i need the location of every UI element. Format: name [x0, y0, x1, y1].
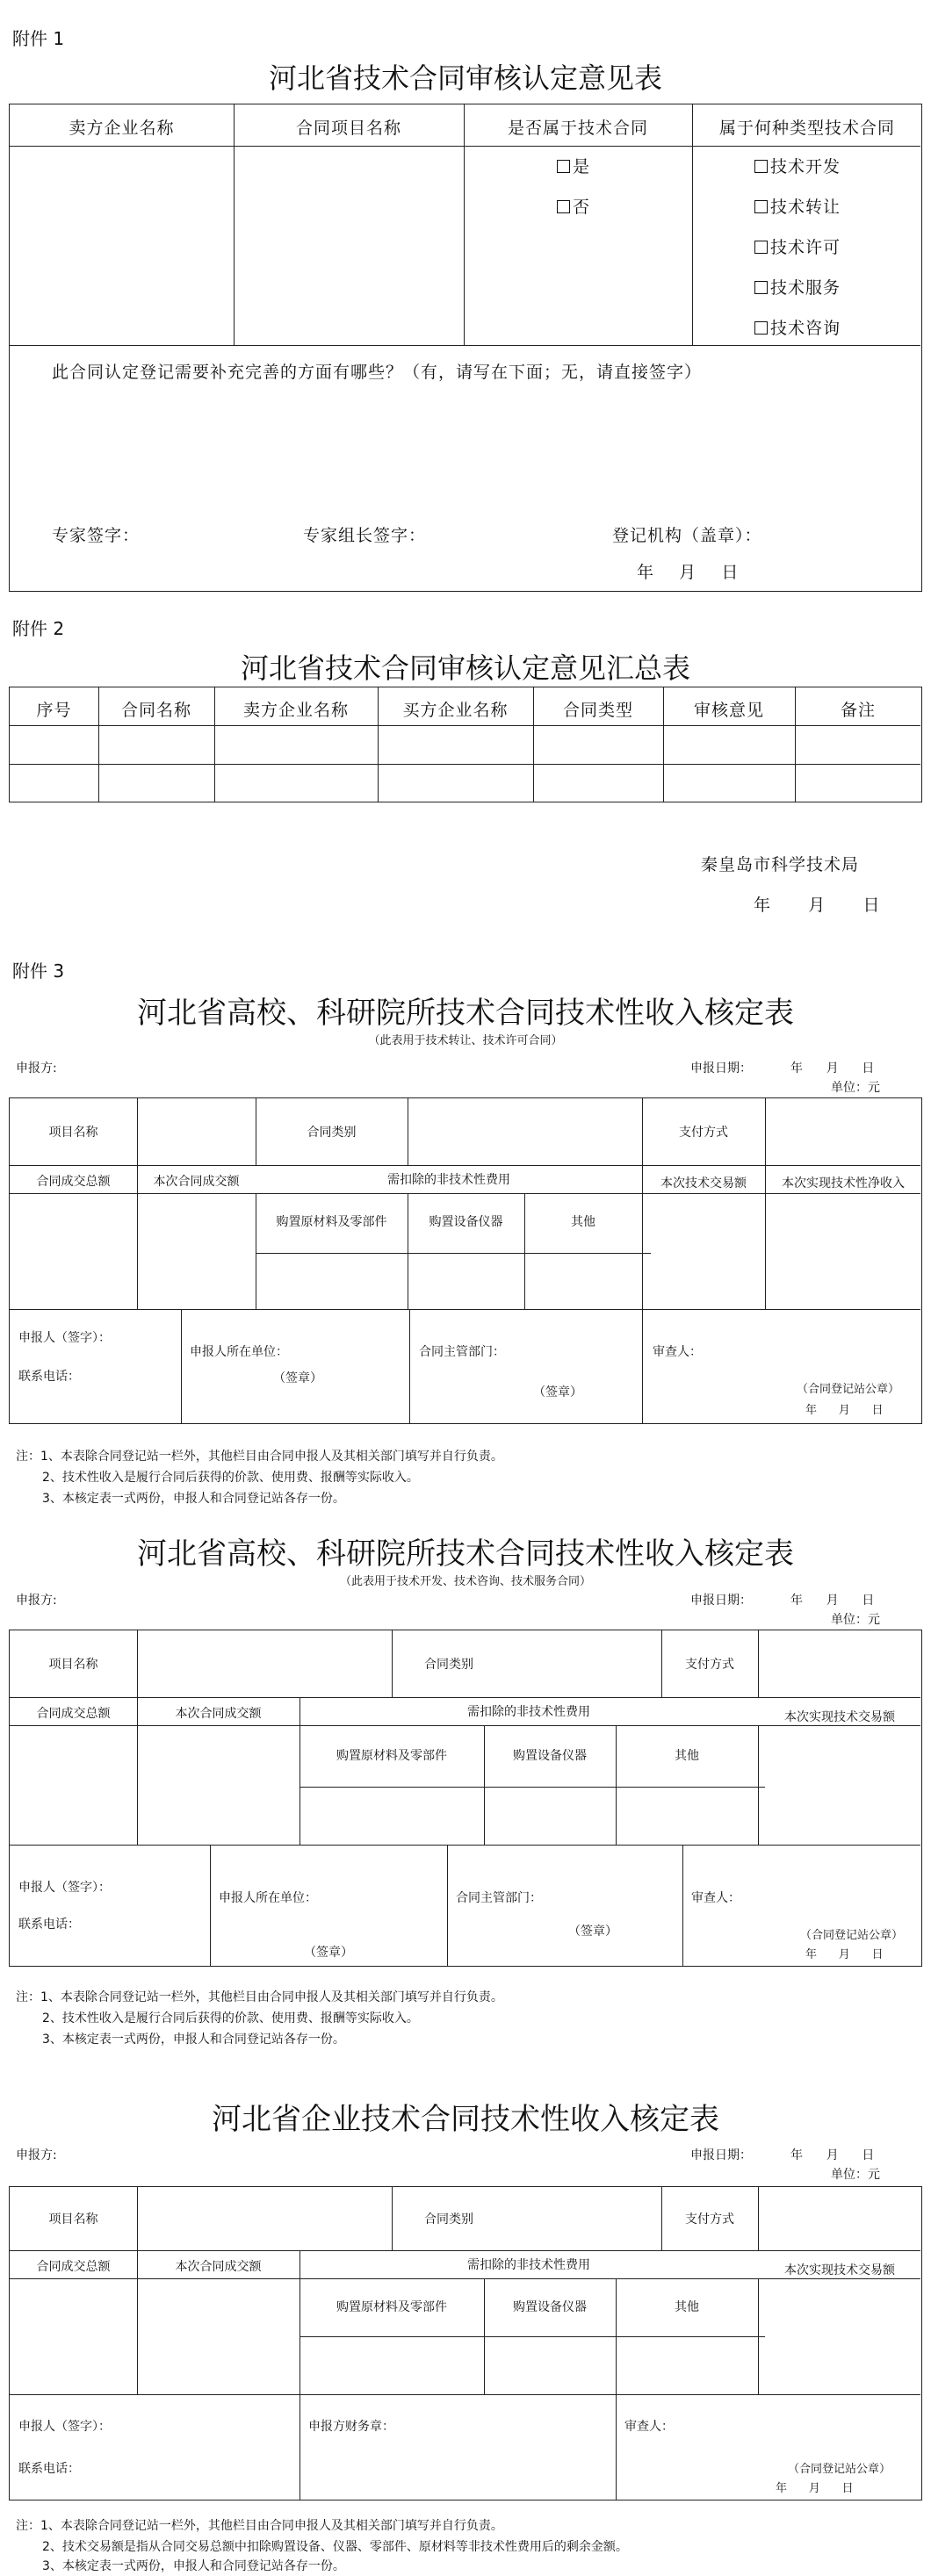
- form-b-unit: 单位：元: [831, 1613, 880, 1627]
- form-b-applicant: 申报方:: [16, 1594, 57, 1608]
- header-type: 属于何种类型技术合同: [718, 119, 895, 138]
- leader-signature: 专家组长签字：: [303, 526, 427, 545]
- label-sign-applicant: 申报人（签字）：: [18, 2420, 111, 2434]
- label-contract-type: 合同类别: [424, 1658, 473, 1672]
- label-this-tech-amount: 本次实现技术交易额: [784, 1710, 895, 1724]
- label-total: 合同成交总额: [36, 1175, 111, 1189]
- label-seal: （签章）: [304, 1946, 353, 1960]
- col-type: 合同类型: [562, 701, 633, 720]
- col-remark: 备注: [840, 701, 876, 720]
- label-this-amount: 本次合同成交额: [153, 1175, 240, 1189]
- label-other: 其他: [675, 1749, 699, 1763]
- form-c-note-2: 2、技术交易额是指从合同交易总额中扣除购置设备、仪器、零部件、原材料等非技术性费用后的剩余金额。: [42, 2540, 628, 2554]
- type-consulting[interactable]: [754, 315, 841, 339]
- form-c-note-1: 注：1、本表除合同登记站一栏外，其他栏目由合同申报人及其相关部门填写并自行负责。: [16, 2519, 503, 2533]
- attachment-3-label: 附件 3: [12, 961, 65, 982]
- form-c-note-3: 3、本核定表一式两份，申报人和合同登记站各存一份。: [42, 2559, 345, 2573]
- label-phone: 联系电话：: [18, 1370, 80, 1384]
- label-reviewer: 审查人：: [691, 1891, 740, 1905]
- label-this-amount: 本次合同成交额: [175, 2260, 262, 2274]
- label-seal: （签章）: [273, 1371, 322, 1385]
- type-transfer[interactable]: [754, 194, 841, 218]
- label-payment: 支付方式: [685, 2213, 734, 2227]
- form-a-apply-date: 申报日期：: [690, 1061, 752, 1076]
- label-contract-type: 合同类别: [424, 2213, 473, 2227]
- form-b-title: 河北省高校、科研院所技术合同技术性收入核定表: [137, 1536, 794, 1572]
- type-label: 技术服务: [770, 278, 841, 298]
- form-c-unit: 单位：元: [831, 2168, 880, 2182]
- label-sign-applicant: 申报人（签字）：: [18, 1881, 111, 1895]
- col-opinion: 审核意见: [693, 701, 764, 720]
- label-this-tech-amount: 本次技术交易额: [660, 1176, 747, 1191]
- form-b-note-3: 3、本核定表一式两份，申报人和合同登记站各存一份。: [42, 2033, 345, 2047]
- label-reviewer: 审查人：: [653, 1345, 702, 1359]
- summary-table: [9, 687, 922, 802]
- label-this-tech-amount: 本次实现技术交易额: [784, 2263, 895, 2277]
- form-a-note-3: 3、本核定表一式两份，申报人和合同登记站各存一份。: [42, 1492, 345, 1506]
- form-a-subtitle: （此表用于技术转让、技术许可合同）: [368, 1034, 563, 1047]
- type-license[interactable]: [754, 234, 841, 258]
- label-equipment: 购置设备仪器: [429, 1215, 503, 1229]
- type-label: 技术开发: [770, 157, 841, 176]
- checkbox-icon: [754, 200, 768, 213]
- label-net-income: 本次实现技术性净收入: [782, 1176, 905, 1191]
- attachment-1-title: 河北省技术合同审核认定意见表: [268, 61, 662, 95]
- label-dept: 合同主管部门：: [456, 1891, 542, 1905]
- option-yes[interactable]: [557, 154, 590, 177]
- agency-seal: 登记机构（盖章）：: [612, 526, 762, 545]
- option-no-label: 否: [573, 198, 591, 217]
- col-buyer: 买方企业名称: [402, 701, 509, 720]
- label-dept: 合同主管部门：: [419, 1345, 505, 1359]
- form-b-subtitle: （此表用于技术开发、技术咨询、技术服务合同）: [339, 1575, 591, 1588]
- checkbox-icon: [754, 281, 768, 294]
- col-contract-name: 合同名称: [120, 701, 191, 720]
- form-a-table: [9, 1097, 922, 1424]
- header-seller: 卖方企业名称: [69, 119, 175, 138]
- label-project-name: 项目名称: [48, 1126, 98, 1140]
- form-a-title: 河北省高校、科研院所技术合同技术性收入核定表: [137, 996, 794, 1031]
- form-b-apply-date: 申报日期：: [690, 1594, 752, 1608]
- label-total: 合同成交总额: [36, 1707, 111, 1721]
- label-station-date: 年 月 日: [805, 1404, 884, 1417]
- attachment-1-label: 附件 1: [12, 28, 65, 49]
- label-station-date: 年 月 日: [776, 2482, 854, 2495]
- label-other: 其他: [571, 1215, 595, 1229]
- type-service[interactable]: [754, 275, 841, 299]
- label-deduct: 需扣除的非技术性费用: [467, 2258, 590, 2272]
- checkbox-icon: [754, 241, 768, 254]
- form-c-table: [9, 2186, 922, 2500]
- label-equipment: 购置设备仪器: [513, 1749, 587, 1763]
- form-a-date-parts: 年 月 日: [790, 1061, 875, 1076]
- label-this-amount: 本次合同成交额: [175, 1707, 262, 1721]
- attachment-2-title: 河北省技术合同审核认定意见汇总表: [240, 651, 690, 685]
- label-sign-applicant: 申报人（签字）：: [18, 1331, 111, 1345]
- checkbox-icon: [754, 160, 768, 173]
- issuing-date: 年 月 日: [754, 896, 881, 915]
- form-a-note-1: 注：1、本表除合同登记站一栏外，其他栏目由合同申报人及其相关部门填写并自行负责。: [16, 1450, 503, 1464]
- checkbox-icon: [754, 321, 768, 335]
- label-project-name: 项目名称: [48, 2213, 98, 2227]
- label-finance: 申报方财务章：: [308, 2420, 394, 2434]
- type-label: 技术咨询: [770, 319, 841, 338]
- label-contract-type: 合同类别: [307, 1126, 357, 1140]
- label-dept-seal: （签章）: [533, 1385, 582, 1400]
- form-a-applicant: 申报方:: [16, 1061, 57, 1076]
- label-applicant-unit: 申报人所在单位：: [219, 1891, 317, 1905]
- label-payment: 支付方式: [685, 1658, 734, 1672]
- col-seller: 卖方企业名称: [242, 701, 349, 720]
- label-phone: 联系电话：: [18, 1918, 80, 1932]
- option-no[interactable]: [557, 194, 590, 218]
- label-dept-seal: （签章）: [568, 1925, 617, 1939]
- label-other: 其他: [675, 2300, 699, 2314]
- expert-signature: 专家签字：: [52, 526, 141, 545]
- label-station-date: 年 月 日: [805, 1948, 884, 1961]
- issuing-org: 秦皇岛市科学技术局: [701, 855, 860, 874]
- form-c-apply-date: 申报日期：: [690, 2148, 752, 2162]
- label-applicant-unit: 申报人所在单位：: [190, 1345, 288, 1359]
- type-label: 技术转让: [770, 198, 841, 217]
- label-station-seal: （合同登记站公章）: [797, 1383, 900, 1396]
- label-station-seal: （合同登记站公章）: [788, 2463, 891, 2476]
- checkbox-icon: [557, 200, 570, 213]
- label-materials: 购置原材料及零部件: [336, 2300, 447, 2314]
- header-project: 合同项目名称: [295, 119, 401, 138]
- type-label: 技术许可: [770, 238, 841, 257]
- attachment-2-label: 附件 2: [12, 618, 65, 639]
- label-materials: 购置原材料及零部件: [336, 1749, 447, 1763]
- label-project-name: 项目名称: [48, 1658, 98, 1672]
- label-reviewer: 审查人：: [624, 2420, 674, 2434]
- form-b-table: [9, 1630, 922, 1967]
- label-materials: 购置原材料及零部件: [276, 1215, 387, 1229]
- header-is-tech: 是否属于技术合同: [507, 119, 648, 138]
- label-deduct: 需扣除的非技术性费用: [387, 1173, 510, 1187]
- label-station-seal: （合同登记站公章）: [800, 1929, 904, 1942]
- form-a-unit: 单位：元: [831, 1081, 880, 1095]
- option-yes-label: 是: [573, 157, 591, 176]
- form-b-note-2: 2、技术性收入是履行合同后获得的价款、使用费、报酬等实际收入。: [42, 2011, 419, 2026]
- label-deduct: 需扣除的非技术性费用: [467, 1705, 590, 1719]
- form-a-note-2: 2、技术性收入是履行合同后获得的价款、使用费、报酬等实际收入。: [42, 1471, 419, 1485]
- label-payment: 支付方式: [679, 1126, 728, 1140]
- sign-date: 年 月 日: [637, 563, 740, 582]
- supplement-question: 此合同认定登记需要补充完善的方面有哪些？（有，请写在下面；无，请直接签字）: [52, 363, 703, 382]
- type-development[interactable]: [754, 154, 841, 177]
- form-c-date-parts: 年 月 日: [790, 2148, 875, 2162]
- col-index: 序号: [36, 701, 72, 720]
- form-b-note-1: 注：1、本表除合同登记站一栏外，其他栏目由合同申报人及其相关部门填写并自行负责。: [16, 1990, 503, 2004]
- checkbox-icon: [557, 160, 570, 173]
- review-opinion-table: [9, 104, 922, 592]
- label-total: 合同成交总额: [36, 2260, 111, 2274]
- form-b-date-parts: 年 月 日: [790, 1594, 875, 1608]
- label-equipment: 购置设备仪器: [513, 2300, 587, 2314]
- form-c-title: 河北省企业技术合同技术性收入核定表: [212, 2102, 719, 2137]
- label-phone: 联系电话：: [18, 2462, 80, 2476]
- form-c-applicant: 申报方:: [16, 2148, 57, 2162]
